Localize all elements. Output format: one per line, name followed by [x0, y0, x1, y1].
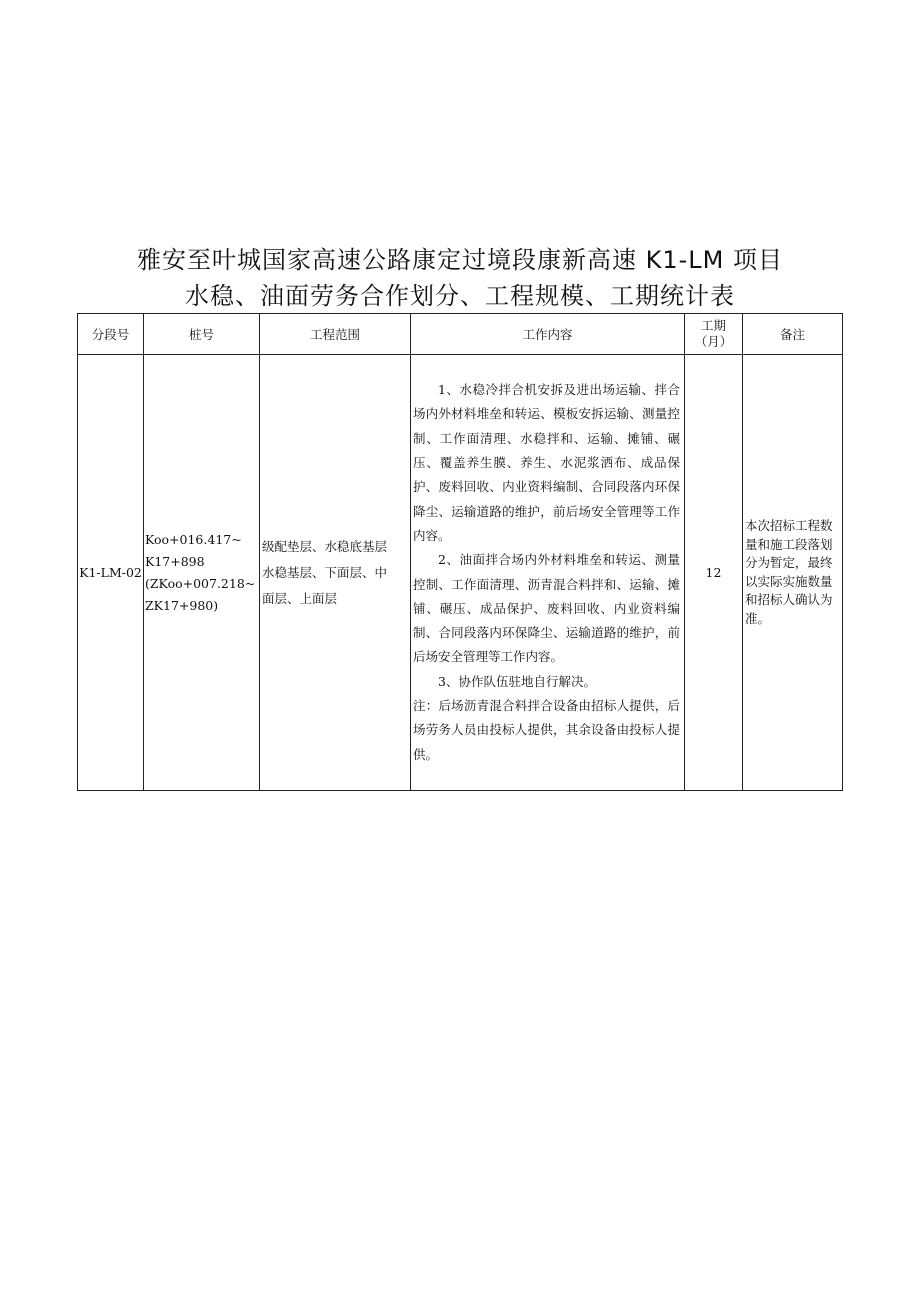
cell-period: 12: [685, 355, 743, 791]
header-period-line1: 工期: [700, 318, 726, 333]
scope-line-3: 面层、上面层: [262, 590, 338, 606]
work-item-3: 3、协作队伍驻地自行解决。: [438, 673, 596, 689]
cell-segment: K1-LM-02: [78, 355, 144, 791]
scope-line-2: 水稳基层、下面层、中: [262, 564, 388, 580]
stake-line-2: K17+898: [145, 553, 205, 569]
header-note: 备注: [743, 314, 843, 355]
cell-stake: [144, 355, 260, 791]
document-title-line2: 水稳、油面劳务合作划分、工程规模、工期统计表: [185, 282, 735, 310]
work-item-2: 2、油面拌合场内外材料堆垒和转运、测量控制、工作面清理、沥青混合料拌和、运输、摊铺、碾压、成品保护、废料回收、内业资料编制、合同段落内环保降尘、运输道路的维护，前后场安全管理等工作内容。: [413, 552, 680, 665]
header-work: 工作内容: [411, 314, 685, 355]
stake-line-4: ZK17+980): [145, 597, 219, 613]
header-segment: 分段号: [78, 314, 144, 355]
table-header-row: [78, 314, 843, 355]
header-period: [685, 314, 743, 355]
work-note: 注：后场沥青混合料拌合设备由招标人提供，后场劳务人员由投标人提供，其余设备由投标人提供。: [413, 697, 680, 762]
document-title-line1: 雅安至叶城国家高速公路康定过境段康新高速 K1-LM 项目: [136, 246, 783, 274]
work-item-1: 1、水稳冷拌合机安拆及进出场运输、拌合场内外材料堆垒和转运、模板安拆运输、测量控制、工作面清理、水稳拌和、运输、摊铺、碾压、覆盖养生膜、养生、水泥浆洒布、成品保护、废料回收、内业资料编制、合同段落内环保降尘、运输道路的维护，前后场安全管理等工作内容。: [413, 382, 680, 543]
stake-line-1: Koo+016.417~: [145, 531, 242, 547]
statistics-table: [77, 313, 843, 791]
stake-line-3: (ZKoo+007.218~: [145, 575, 256, 591]
table-row: [78, 355, 843, 791]
cell-scope: [260, 355, 411, 791]
header-stake: 桩号: [144, 314, 260, 355]
cell-work: [411, 355, 685, 791]
header-scope: 工程范围: [260, 314, 411, 355]
cell-note: 本次招标工程数量和施工段落划分为暂定，最终以实际实施数量和招标人确认为准。: [743, 355, 843, 791]
scope-line-1: 级配垫层、水稳底基层: [262, 538, 388, 554]
header-period-line2: （月）: [694, 334, 733, 349]
